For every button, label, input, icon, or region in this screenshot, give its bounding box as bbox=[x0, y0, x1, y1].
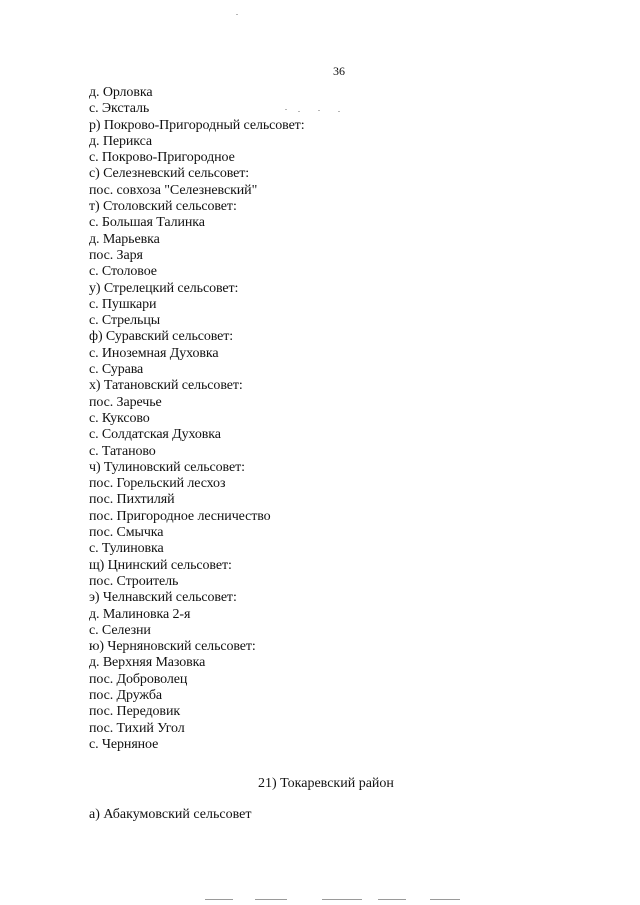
subsection-heading: а) Абакумовский сельсовет bbox=[89, 807, 252, 822]
list-item: ю) Черняновский сельсовет: bbox=[89, 639, 256, 655]
list-item: с. Селезни bbox=[89, 622, 151, 638]
list-item: д. Орловка bbox=[89, 85, 153, 100]
page-number: 36 bbox=[333, 64, 345, 78]
list-item: с. Пушкари bbox=[89, 296, 157, 312]
list-item: с. Черняное bbox=[89, 736, 159, 752]
list-item: с. Большая Талинка bbox=[89, 215, 205, 231]
list-item: с. Татаново bbox=[89, 443, 156, 459]
list-item: пос. Тихий Угол bbox=[89, 720, 185, 736]
scan-line bbox=[255, 899, 287, 900]
list-item: с. Стрельцы bbox=[89, 313, 161, 329]
list-item: пос. совхоза "Селезневский" bbox=[89, 182, 258, 198]
list-item: у) Стрелецкий сельсовет: bbox=[89, 280, 239, 296]
settlement-list bbox=[89, 85, 305, 753]
scan-line bbox=[205, 899, 233, 900]
scan-speck bbox=[298, 111, 300, 112]
list-item: пос. Передовик bbox=[89, 704, 181, 720]
list-item: д. Марьевка bbox=[89, 231, 160, 247]
list-item: пос. Горельский лесхоз bbox=[89, 476, 226, 492]
list-item: ч) Тулиновский сельсовет: bbox=[89, 459, 245, 475]
list-item: с. Тулиновка bbox=[89, 541, 164, 557]
scan-line bbox=[430, 899, 460, 900]
scan-speck bbox=[285, 109, 287, 110]
list-item: с. Иноземная Духовка bbox=[89, 345, 219, 361]
list-item: пос. Пригородное лесничество bbox=[89, 508, 271, 524]
list-item: д. Верхняя Мазовка bbox=[89, 655, 206, 671]
scan-speck bbox=[236, 14, 238, 15]
list-item: т) Столовский сельсовет: bbox=[89, 199, 237, 215]
list-item: с. Эксталь bbox=[89, 101, 150, 117]
list-item: х) Татановский сельсовет: bbox=[89, 378, 243, 394]
list-item: щ) Цнинский сельсовет: bbox=[89, 557, 232, 573]
list-item: пос. Доброволец bbox=[89, 671, 188, 687]
list-item: с) Селезневский сельсовет: bbox=[89, 166, 250, 182]
scan-line bbox=[322, 899, 362, 900]
list-item: д. Малиновка 2-я bbox=[89, 606, 191, 622]
list-item: пос. Строитель bbox=[89, 573, 179, 589]
list-item: пос. Дружба bbox=[89, 687, 162, 703]
section-heading: 21) Токаревский район bbox=[258, 776, 394, 791]
scan-speck bbox=[338, 111, 340, 112]
list-item: с. Куксово bbox=[89, 410, 150, 426]
list-item: д. Перикса bbox=[89, 133, 152, 149]
list-item: э) Челнавский сельсовет: bbox=[89, 590, 237, 606]
list-item: пос. Пихтиляй bbox=[89, 492, 175, 508]
list-item: с. Солдатская Духовка bbox=[89, 427, 221, 443]
list-item: р) Покрово-Пригородный сельсовет: bbox=[89, 117, 305, 133]
list-item: с. Покрово-Пригородное bbox=[89, 150, 235, 166]
scan-speck bbox=[318, 110, 320, 111]
list-item: ф) Суравский сельсовет: bbox=[89, 329, 234, 345]
list-item: пос. Смычка bbox=[89, 525, 164, 541]
scan-line bbox=[378, 899, 406, 900]
list-item: пос. Заря bbox=[89, 247, 143, 263]
list-item: с. Сурава bbox=[89, 362, 144, 378]
list-item: с. Столовое bbox=[89, 264, 157, 280]
list-item: пос. Заречье bbox=[89, 394, 162, 410]
